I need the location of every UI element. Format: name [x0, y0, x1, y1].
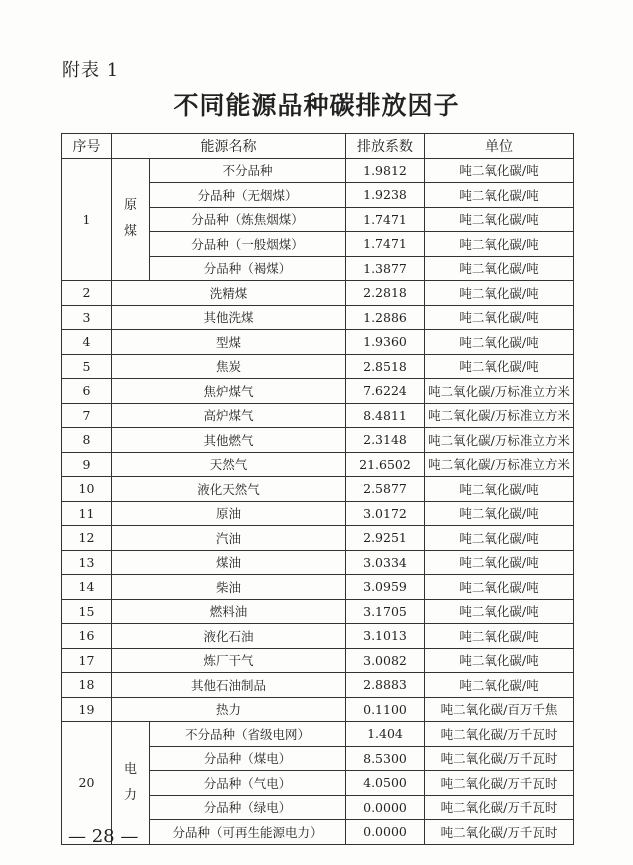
emission-factor: 3.1705	[346, 599, 425, 624]
unit: 吨二氧化碳/吨	[425, 183, 574, 208]
unit: 吨二氧化碳/万千瓦时	[425, 722, 574, 747]
unit: 吨二氧化碳/万千瓦时	[425, 795, 574, 820]
emission-factor: 2.5877	[346, 477, 425, 502]
row-number: 9	[62, 452, 112, 477]
table-row	[62, 330, 574, 355]
header-unit: 单位	[425, 134, 574, 159]
row-number: 11	[62, 501, 112, 526]
header-factor: 排放系数	[346, 134, 425, 159]
energy-name: 焦炭	[112, 354, 346, 379]
energy-name: 其他石油制品	[112, 673, 346, 698]
table-row	[62, 550, 574, 575]
emission-factor: 2.2818	[346, 281, 425, 306]
unit: 吨二氧化碳/吨	[425, 648, 574, 673]
emission-factor: 0.0000	[346, 795, 425, 820]
row-number: 17	[62, 648, 112, 673]
table-row	[62, 281, 574, 306]
table-row	[62, 305, 574, 330]
table-row	[62, 428, 574, 453]
table-row	[62, 354, 574, 379]
emission-factor: 2.8883	[346, 673, 425, 698]
energy-name: 分品种（可再生能源电力）	[150, 820, 346, 845]
unit: 吨二氧化碳/吨	[425, 207, 574, 232]
energy-name: 燃料油	[112, 599, 346, 624]
unit: 吨二氧化碳/吨	[425, 477, 574, 502]
category-char: 原	[123, 198, 137, 214]
emission-factor: 1.7471	[346, 232, 425, 257]
energy-name: 炼厂干气	[112, 648, 346, 673]
table-row	[62, 575, 574, 600]
energy-name: 分品种（炼焦烟煤）	[150, 207, 346, 232]
row-number: 2	[62, 281, 112, 306]
table-row	[62, 379, 574, 404]
emission-factor: 2.8518	[346, 354, 425, 379]
emission-factor: 1.9360	[346, 330, 425, 355]
emission-factor: 1.9238	[346, 183, 425, 208]
header-no: 序号	[62, 134, 112, 159]
emission-factor: 1.2886	[346, 305, 425, 330]
emission-factor: 3.0172	[346, 501, 425, 526]
unit: 吨二氧化碳/百万千焦	[425, 697, 574, 722]
category-char: 煤	[123, 224, 137, 240]
energy-name: 分品种（绿电）	[150, 795, 346, 820]
energy-name: 汽油	[112, 526, 346, 551]
energy-name: 洗精煤	[112, 281, 346, 306]
emission-factor: 2.3148	[346, 428, 425, 453]
row-number: 20	[62, 722, 112, 845]
row-number: 13	[62, 550, 112, 575]
table-row	[62, 452, 574, 477]
row-number: 18	[62, 673, 112, 698]
energy-name: 焦炉煤气	[112, 379, 346, 404]
emission-factor: 3.1013	[346, 624, 425, 649]
header-name: 能源名称	[112, 134, 346, 159]
energy-name: 原油	[112, 501, 346, 526]
energy-name: 高炉煤气	[112, 403, 346, 428]
energy-name: 煤油	[112, 550, 346, 575]
energy-name: 分品种（褐煤）	[150, 256, 346, 281]
emission-factor: 21.6502	[346, 452, 425, 477]
emission-factor: 7.6224	[346, 379, 425, 404]
energy-name: 不分品种（省级电网）	[150, 722, 346, 747]
row-number: 4	[62, 330, 112, 355]
category-char: 力	[123, 787, 137, 803]
unit: 吨二氧化碳/吨	[425, 575, 574, 600]
unit: 吨二氧化碳/吨	[425, 256, 574, 281]
table-row	[62, 526, 574, 551]
category-cell	[112, 158, 150, 281]
page-title: 不同能源品种碳排放因子	[173, 91, 460, 120]
emission-factor: 8.5300	[346, 746, 425, 771]
category-char: 电	[123, 761, 137, 777]
row-number: 8	[62, 428, 112, 453]
unit: 吨二氧化碳/吨	[425, 158, 574, 183]
unit: 吨二氧化碳/吨	[425, 673, 574, 698]
emission-factor: 8.4811	[346, 403, 425, 428]
page-number: — 28 —	[68, 826, 139, 847]
emission-factor: 3.0959	[346, 575, 425, 600]
unit: 吨二氧化碳/吨	[425, 550, 574, 575]
emission-factor: 1.7471	[346, 207, 425, 232]
unit: 吨二氧化碳/吨	[425, 281, 574, 306]
table-row	[62, 599, 574, 624]
table-row	[62, 501, 574, 526]
emission-factor: 0.0000	[346, 820, 425, 845]
row-number: 16	[62, 624, 112, 649]
unit: 吨二氧化碳/吨	[425, 305, 574, 330]
emission-factor-table	[61, 133, 574, 845]
emission-factor: 4.0500	[346, 771, 425, 796]
unit: 吨二氧化碳/万标准立方米	[425, 428, 574, 453]
emission-factor: 1.3877	[346, 256, 425, 281]
energy-name: 不分品种	[150, 158, 346, 183]
row-number: 10	[62, 477, 112, 502]
emission-factor: 2.9251	[346, 526, 425, 551]
emission-factor: 1.404	[346, 722, 425, 747]
unit: 吨二氧化碳/吨	[425, 501, 574, 526]
unit: 吨二氧化碳/万标准立方米	[425, 379, 574, 404]
energy-name: 分品种（气电）	[150, 771, 346, 796]
table-row	[62, 624, 574, 649]
energy-name: 液化天然气	[112, 477, 346, 502]
table-row	[62, 722, 574, 747]
table-row	[62, 158, 574, 183]
unit: 吨二氧化碳/吨	[425, 526, 574, 551]
energy-name: 其他燃气	[112, 428, 346, 453]
unit: 吨二氧化碳/吨	[425, 599, 574, 624]
emission-factor: 3.0082	[346, 648, 425, 673]
row-number: 14	[62, 575, 112, 600]
unit: 吨二氧化碳/万千瓦时	[425, 820, 574, 845]
table-row	[62, 477, 574, 502]
energy-name: 分品种（煤电）	[150, 746, 346, 771]
table-row	[62, 403, 574, 428]
emission-factor: 0.1100	[346, 697, 425, 722]
table-row	[62, 673, 574, 698]
unit: 吨二氧化碳/吨	[425, 354, 574, 379]
emission-factor: 3.0334	[346, 550, 425, 575]
appendix-label: 附表 1	[62, 60, 120, 81]
energy-name: 型煤	[112, 330, 346, 355]
emission-factor: 1.9812	[346, 158, 425, 183]
energy-name: 分品种（无烟煤）	[150, 183, 346, 208]
unit: 吨二氧化碳/万千瓦时	[425, 746, 574, 771]
energy-name: 液化石油	[112, 624, 346, 649]
row-number: 12	[62, 526, 112, 551]
unit: 吨二氧化碳/吨	[425, 232, 574, 257]
row-number: 15	[62, 599, 112, 624]
unit: 吨二氧化碳/吨	[425, 624, 574, 649]
energy-name: 热力	[112, 697, 346, 722]
energy-name: 其他洗煤	[112, 305, 346, 330]
row-number: 19	[62, 697, 112, 722]
table-row	[62, 648, 574, 673]
energy-name: 天然气	[112, 452, 346, 477]
row-number: 5	[62, 354, 112, 379]
unit: 吨二氧化碳/万标准立方米	[425, 403, 574, 428]
table-row	[62, 697, 574, 722]
row-number: 3	[62, 305, 112, 330]
unit: 吨二氧化碳/万标准立方米	[425, 452, 574, 477]
unit: 吨二氧化碳/万千瓦时	[425, 771, 574, 796]
energy-name: 柴油	[112, 575, 346, 600]
row-number: 1	[62, 158, 112, 281]
unit: 吨二氧化碳/吨	[425, 330, 574, 355]
row-number: 6	[62, 379, 112, 404]
row-number: 7	[62, 403, 112, 428]
table-header-row	[62, 134, 574, 159]
energy-name: 分品种（一般烟煤）	[150, 232, 346, 257]
